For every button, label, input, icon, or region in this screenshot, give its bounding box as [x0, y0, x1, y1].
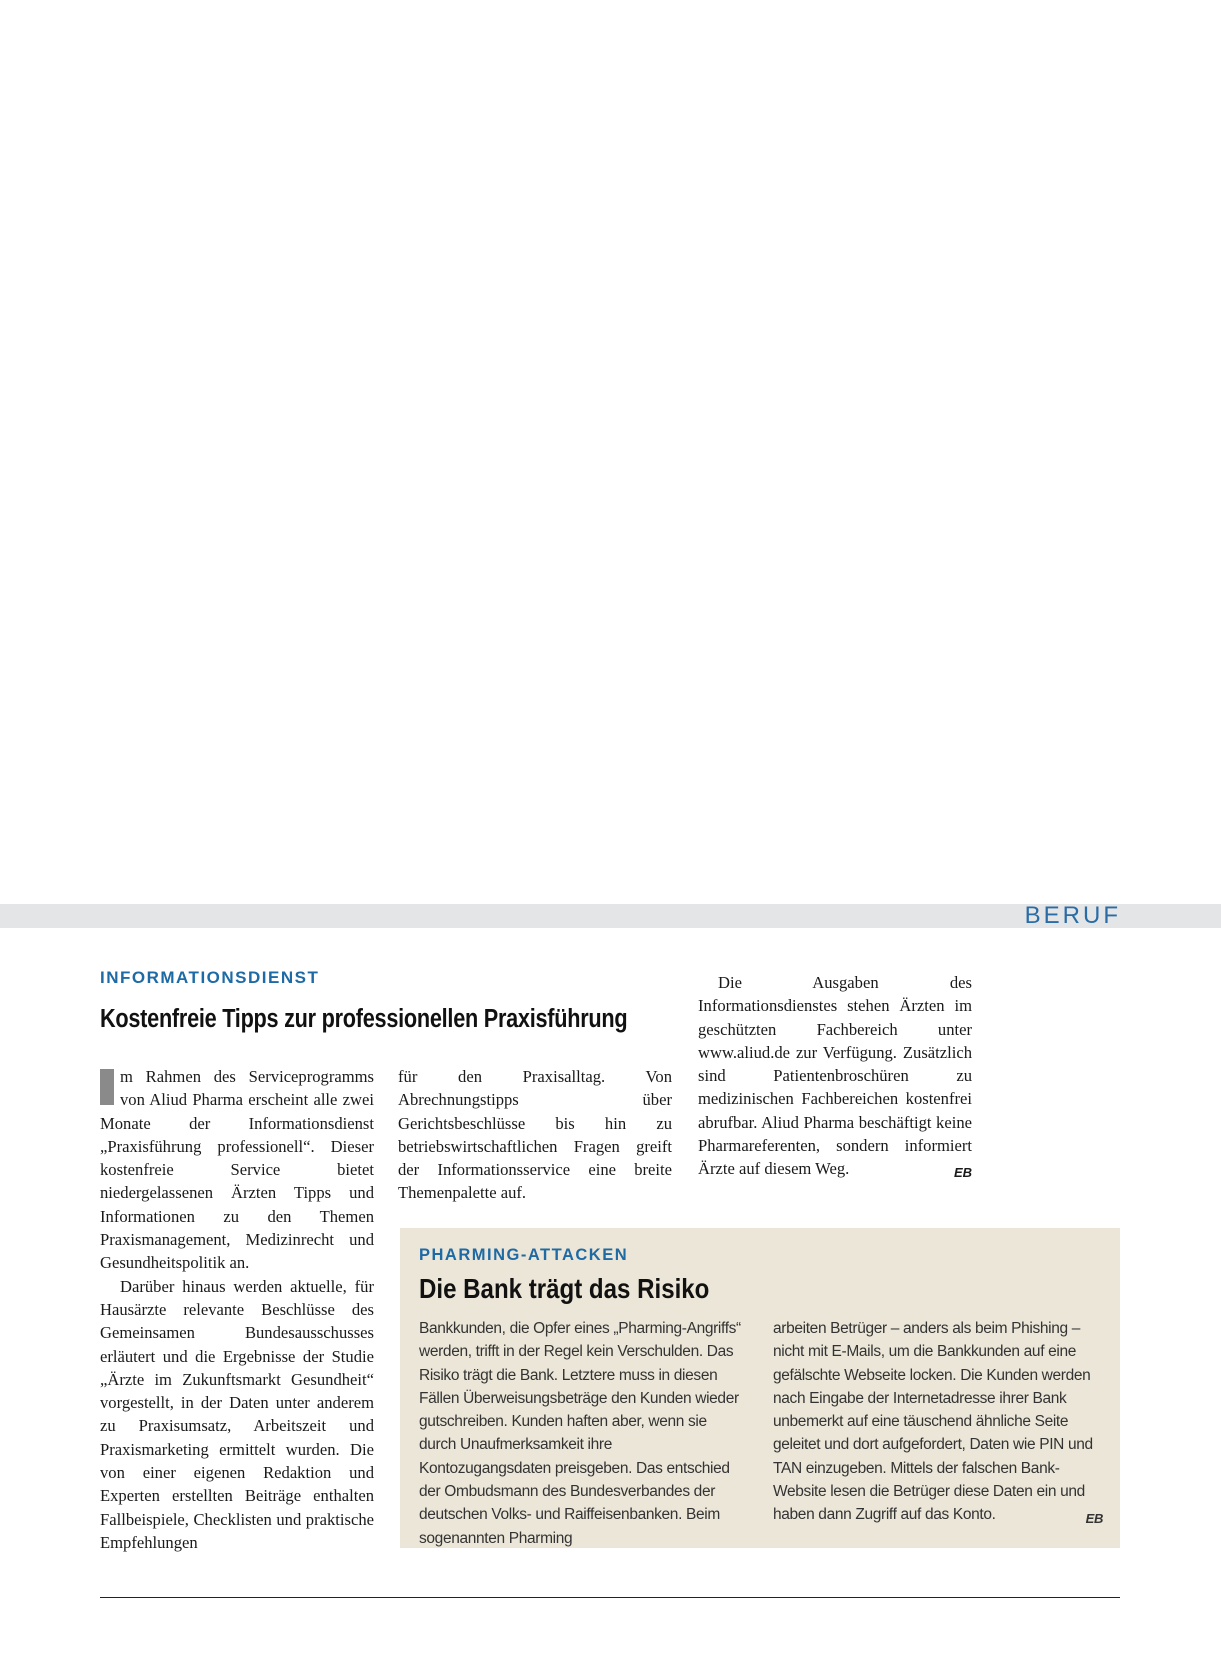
section-label: BERUF: [1024, 902, 1121, 929]
article1-signature: EB: [953, 1165, 972, 1181]
article2-col1-text: Bankkunden, die Opfer eines „Pharming-Angriffs“ werden, trifft in der Regel kein Verschulden. Das Risiko trägt die Bank. Letztere muss in diesen Fällen Überweisungsbeträge den Kunden wieder gutschreiben. Kunden haften aber, wenn sie durch Unaufmerksamkeit ihre Kontozugangsdaten preisgeben. Das entschied der Ombudsmann des Bundesverbandes der deutschen Volks- und Raiffeisenbanken. Beim sogenannten Pharming: [419, 1320, 741, 1547]
article1-col1-paragraph-1: m Rahmen des Serviceprogramms von Aliud Pharma erscheint alle zwei Monate der Informationsdienst „Praxisführung professionell“. Dieser kostenfreie Service bietet niedergelassenen Ärzten Tipps und Informationen zu den Themen Praxismanagement, Medizinrecht und Gesundheitspolitik an.: [100, 1067, 374, 1273]
article1-col1-paragraph-2: Darüber hinaus werden aktuelle, für Hausärzte relevante Beschlüsse des Gemeinsamen Bundesausschusses erläutert und die Ergebnisse der Studie „Ärzte im Zukunftsmarkt Gesundheit“ vorgestellt, in der Daten unter anderem zu Praxisumsatz, Arbeitszeit und Praxismarketing ermittelt wurden. Die von einer eigenen Redaktion und Experten erstellten Beiträge enthalten Fallbeispiele, Checklisten und praktische Empfehlungen: [100, 1276, 374, 1552]
article1-kicker: INFORMATIONSDIENST: [100, 968, 320, 987]
article2-headline: Die Bank trägt das Risiko: [419, 1273, 710, 1304]
article2-col2-text: arbeiten Betrüger – anders als beim Phishing – nicht mit E-Mails, um die Bankkunden auf eine gefälschte Webseite locken. Die Kunden werden nach Eingabe der Internetadresse ihrer Bank unbemerkt auf eine täuschend ähnliche Seite geleitet und dort aufgefordert, Daten wie PIN und TAN einzugeben. Mittels der falschen Bank-Website lesen die Betrüger diese Daten ein und haben dann Zugriff auf das Konto.: [773, 1320, 1093, 1524]
article1-col3-text: Die Ausgaben des Informationsdienstes stehen Ärzten im geschützten Fachbereich unter www.aliud.de zur Verfügung. Zusätzlich sind Patientenbroschüren zu medizinischen Fachbereichen kostenfrei abrufbar. Aliud Pharma beschäftigt keine Pharmareferenten, sondern informiert Ärzte auf diesem Weg.: [698, 973, 972, 1179]
article2-column-2: [773, 1317, 1103, 1531]
article2-signature: EB: [1085, 1511, 1103, 1527]
bottom-rule: [100, 1597, 1120, 1598]
article1-column-2: für den Praxisalltag. Von Abrechnungstipps über Gerichtsbeschlüsse bis hin zu betriebswirtschaftlichen Fragen greift der Informationsservice eine breite Themenpalette auf.: [398, 1067, 672, 1203]
article2-kicker: PHARMING-ATTACKEN: [419, 1246, 629, 1264]
article1-headline: Kostenfreie Tipps zur professionellen Praxisführung: [100, 1005, 628, 1033]
article1-column-3: [698, 971, 972, 1185]
drop-cap-i: [100, 1069, 114, 1105]
article1-column-1: [100, 1065, 374, 1554]
article2-column-1: [419, 1317, 746, 1550]
